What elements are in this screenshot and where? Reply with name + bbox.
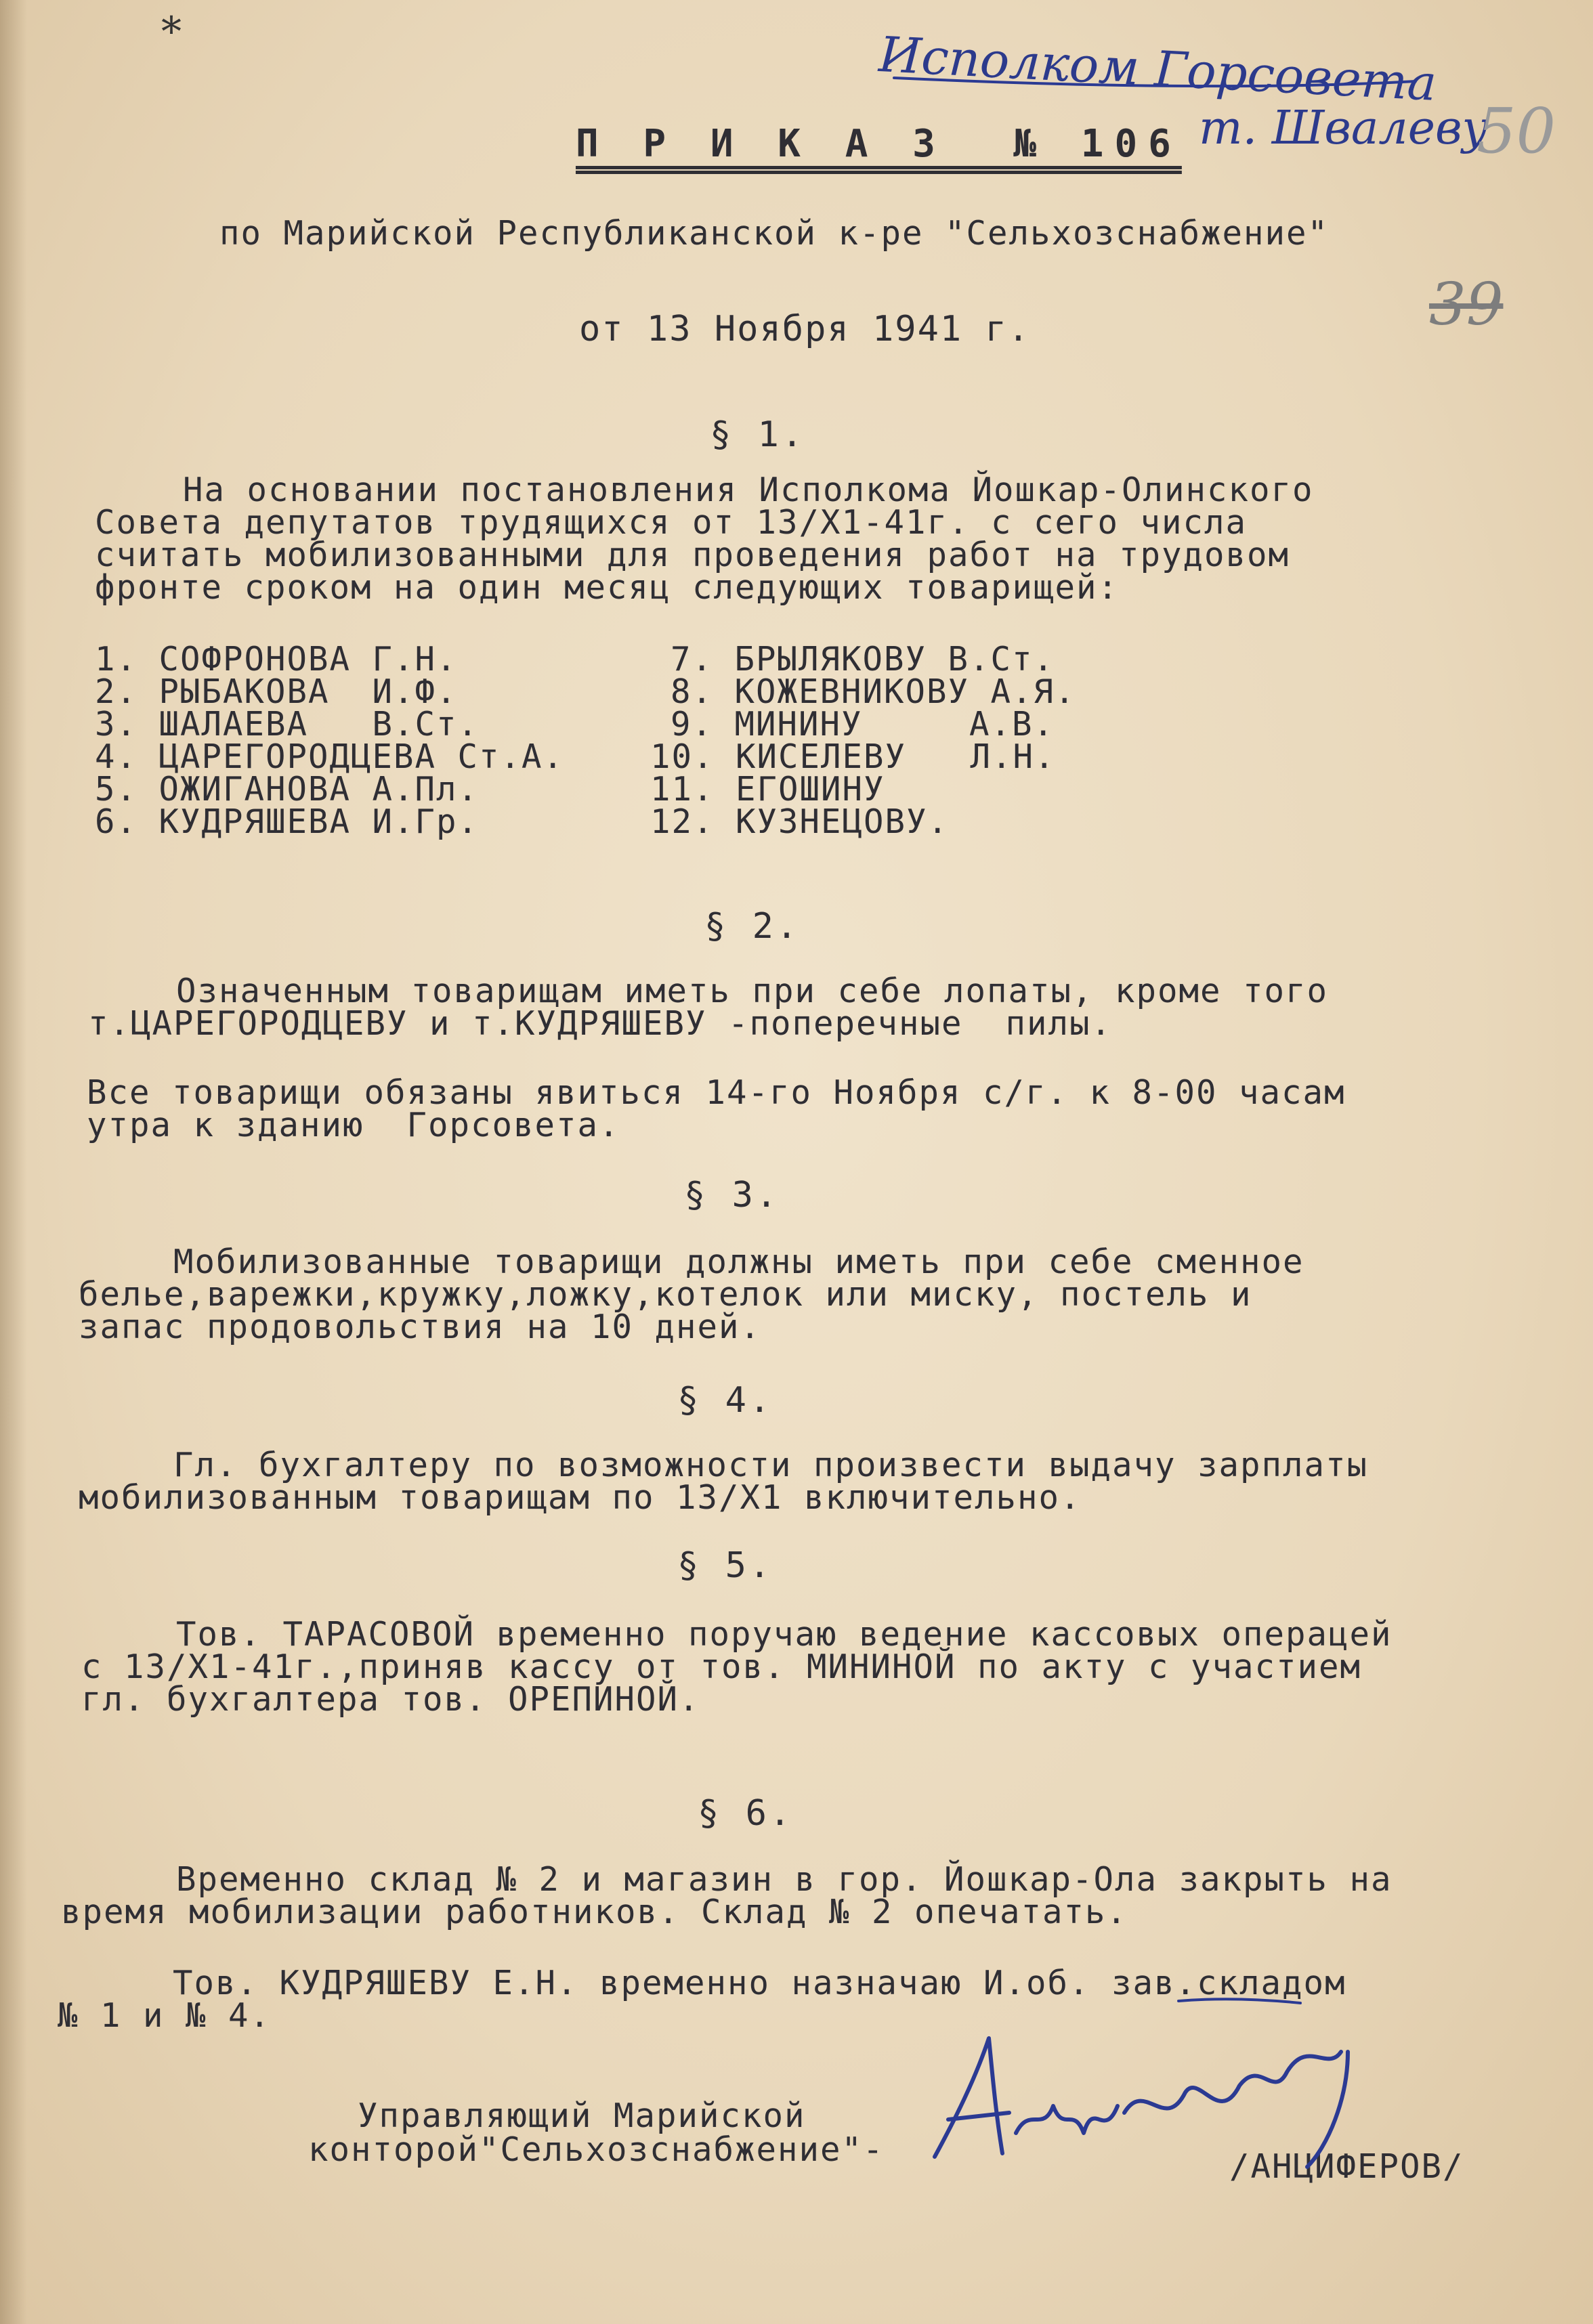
document-subtitle: по Марийской Республиканской к-ре "Сельхозснабжение" xyxy=(219,214,1330,253)
text-line: Мобилизованные товарищи должны иметь при себе сменное xyxy=(173,1243,1304,1281)
text-line: Тов. КУДРЯШЕВУ Е.Н. временно назначаю И.об. зав.складом xyxy=(173,1964,1346,2002)
text-line: Совета депутатов трудящихся от 13/Х1-41г. с сего числа xyxy=(95,503,1248,542)
addressee-note-line1: Исполком Горсовета xyxy=(877,26,1438,112)
text-line: белье,варежки,кружку,ложку,котелок или миску, постель и xyxy=(79,1275,1252,1314)
text-line: время мобилизации работников. Склад № 2 опечатать. xyxy=(61,1893,1128,1931)
text-line: Означенным товарищам иметь при себе лопаты, кроме того xyxy=(176,972,1329,1010)
text-line: На основании постановления Исполкома Йошкар-Олинского xyxy=(183,471,1314,509)
list-item: 11. ЕГОШИНУ xyxy=(650,770,885,809)
text-line: т.ЦАРЕГОРОДЦЕВУ и т.КУДРЯШЕВУ -поперечные пилы. xyxy=(88,1004,1113,1043)
section-4-mark: § 4. xyxy=(677,1380,773,1421)
signature-title-line1: Управляющий Марийской xyxy=(358,2096,806,2135)
list-item: 4. ЦАРЕГОРОДЦЕВА Ст.А. xyxy=(95,737,565,776)
corner-mark: * xyxy=(161,8,182,56)
addressee-note-line2: т. Швалеву xyxy=(1199,102,1489,155)
text-line: Все товарищи обязаны явиться 14-го Ноября с/г. к 8-00 часам xyxy=(87,1073,1346,1112)
signatory-name: /АНЦИФЕРОВ/ xyxy=(1229,2147,1464,2186)
list-item: 5. ОЖИГАНОВА А.Пл. xyxy=(95,770,480,809)
text-line: № 1 и № 4. xyxy=(58,1996,272,2035)
list-item: 7. БРЫЛЯКОВУ В.Ст. xyxy=(671,640,1055,679)
list-item: 12. КУЗНЕЦОВУ. xyxy=(650,802,950,841)
text-line: утра к зданию Горсовета. xyxy=(87,1106,620,1144)
section-6-mark: § 6. xyxy=(698,1793,794,1834)
list-item: 8. КОЖЕВНИКОВУ А.Я. xyxy=(671,672,1076,711)
list-item: 6. КУДРЯШЕВА И.Гр. xyxy=(95,802,480,841)
list-item: 1. СОФРОНОВА Г.Н. xyxy=(95,640,458,679)
text-line: Тов. ТАРАСОВОЙ временно поручаю ведение кассовых операцей xyxy=(176,1615,1393,1654)
section-2-mark: § 2. xyxy=(704,906,801,947)
pencil-page-number: 39 xyxy=(1429,271,1504,339)
text-line: фронте сроком на один месяц следующих товарищей: xyxy=(95,568,1120,607)
list-item: 9. МИНИНУ А.В. xyxy=(671,705,1055,744)
text-line: с 13/Х1-41г.,приняв кассу от тов. МИНИНОЙ по акту с участием xyxy=(81,1648,1362,1686)
text-line: Временно склад № 2 и магазин в гор. Йошкар-Ола закрыть на xyxy=(176,1860,1393,1899)
list-item: 2. РЫБАКОВА И.Ф. xyxy=(95,672,458,711)
signature-title-line2: конторой"Сельхозснабжение"- xyxy=(308,2130,885,2169)
document-title: П Р И К А З № 106 xyxy=(576,122,1182,166)
text-line: запас продовольствия на 10 дней. xyxy=(79,1308,762,1346)
text-line: считать мобилизованными для проведения работ на трудовом xyxy=(95,536,1290,574)
section-3-mark: § 3. xyxy=(684,1175,780,1215)
section-1-mark: § 1. xyxy=(710,414,806,455)
document-date: от 13 Ноября 1941 г. xyxy=(579,309,1031,349)
section-5-mark: § 5. xyxy=(677,1545,773,1586)
archive-number: 50 xyxy=(1477,95,1556,167)
text-line: мобилизованным товарищам по 13/Х1 включительно. xyxy=(79,1478,1082,1517)
text-line: Гл. бухгалтеру по возможности произвести выдачу зарплаты xyxy=(173,1446,1369,1484)
text-line: гл. бухгалтера тов. ОРЕПИНОЙ. xyxy=(81,1680,700,1719)
list-item: 10. КИСЕЛЕВУ Л.Н. xyxy=(650,737,1056,776)
list-item: 3. ШАЛАЕВА В.Ст. xyxy=(95,705,480,744)
